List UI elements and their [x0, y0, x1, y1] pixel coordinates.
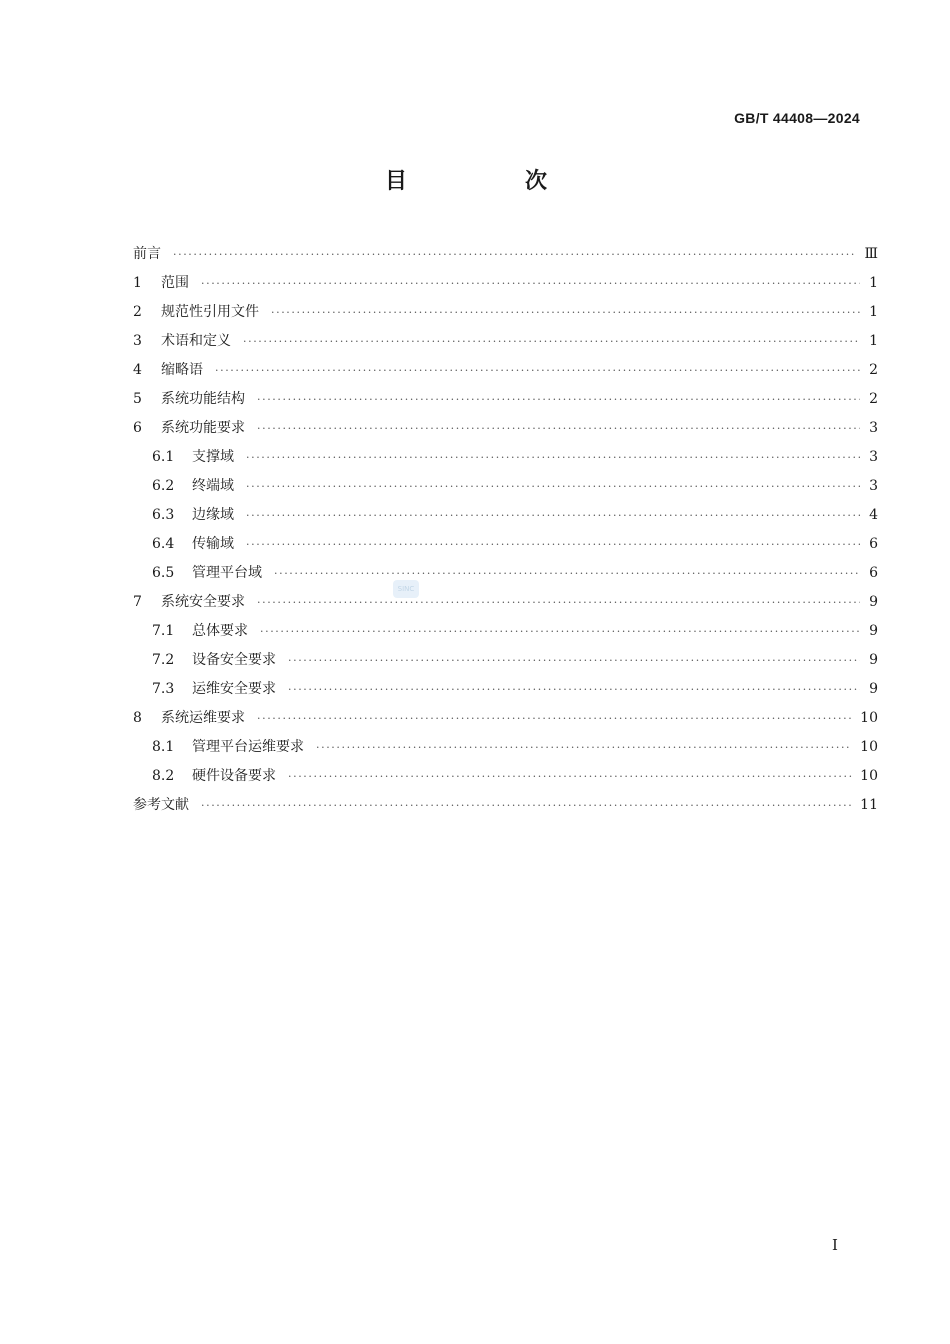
toc-entry-page: 10: [860, 710, 878, 726]
toc-entry-label: 管理平台域: [192, 565, 262, 581]
toc-entry-page: 3: [869, 449, 878, 465]
toc-entry-number: 3: [133, 333, 142, 349]
toc-entry-page: 2: [869, 391, 878, 407]
toc-entry-page: 1: [869, 304, 878, 320]
toc-entry-label: 规范性引用文件: [161, 304, 259, 320]
toc-entry[interactable]: [133, 617, 878, 646]
toc-entry[interactable]: [133, 298, 878, 327]
toc-entry[interactable]: [133, 240, 878, 269]
toc-entry[interactable]: [133, 646, 878, 675]
toc-entry-number: 6.4: [152, 536, 175, 552]
toc-entry-page: 9: [869, 623, 878, 639]
toc-leader-dots: [246, 472, 860, 501]
toc-entry-number: 7.1: [152, 623, 175, 639]
toc-entry-page: 10: [860, 739, 878, 755]
toc-entry-page: 3: [869, 420, 878, 436]
toc-entry-label: 系统功能结构: [161, 391, 245, 407]
toc-entry-label: 前言: [133, 246, 161, 262]
toc-entry-label: 参考文献: [133, 797, 189, 813]
toc-entry-label: 管理平台运维要求: [192, 739, 304, 755]
toc-leader-dots: [257, 704, 852, 733]
toc-leader-dots: [316, 733, 852, 762]
toc-entry-number: 7.2: [152, 652, 175, 668]
toc-entry[interactable]: [133, 385, 878, 414]
toc-entry-number: 6: [133, 420, 142, 436]
toc-entry-number: 1: [133, 275, 142, 291]
toc-entry-label: 系统安全要求: [161, 594, 245, 610]
toc-entry-number: 8.2: [152, 768, 175, 784]
toc-entry[interactable]: [133, 269, 878, 298]
toc-entry-number: 7: [133, 594, 142, 610]
table-of-contents: [133, 240, 878, 820]
toc-entry-label: 边缘域: [192, 507, 234, 523]
toc-leader-dots: [257, 588, 860, 617]
toc-entry[interactable]: [133, 791, 878, 820]
toc-entry-page: 11: [860, 797, 878, 813]
toc-leader-dots: [288, 675, 860, 704]
toc-entry-label: 系统运维要求: [161, 710, 245, 726]
toc-entry-page: 2: [869, 362, 878, 378]
toc-entry[interactable]: [133, 501, 878, 530]
toc-entry-number: 5: [133, 391, 142, 407]
toc-leader-dots: [288, 762, 852, 791]
toc-entry-label: 传输域: [192, 536, 234, 552]
toc-leader-dots: [246, 443, 860, 472]
toc-entry-label: 设备安全要求: [192, 652, 276, 668]
toc-entry-number: 6.5: [152, 565, 175, 581]
standard-number: GB/T 44408—2024: [734, 110, 860, 126]
toc-entry-label: 终端域: [192, 478, 234, 494]
toc-entry-label: 总体要求: [192, 623, 248, 639]
toc-leader-dots: [288, 646, 860, 675]
toc-entry[interactable]: [133, 443, 878, 472]
toc-entry-label: 范围: [161, 275, 189, 291]
footer-page-number: Ⅰ: [832, 1236, 838, 1254]
toc-entry-label: 运维安全要求: [192, 681, 276, 697]
toc-leader-dots: [246, 530, 860, 559]
toc-entry-page: 6: [869, 536, 878, 552]
toc-entry[interactable]: [133, 704, 878, 733]
toc-entry[interactable]: [133, 472, 878, 501]
toc-entry[interactable]: [133, 327, 878, 356]
toc-leader-dots: [260, 617, 860, 646]
toc-leader-dots: [215, 356, 860, 385]
toc-leader-dots: [257, 385, 860, 414]
toc-entry[interactable]: [133, 530, 878, 559]
toc-entry[interactable]: [133, 762, 878, 791]
toc-entry-page: 1: [869, 333, 878, 349]
toc-entry-page: Ⅲ: [864, 246, 878, 262]
toc-leader-dots: [243, 327, 860, 356]
toc-entry-number: 6.2: [152, 478, 175, 494]
toc-entry-page: 9: [869, 652, 878, 668]
toc-entry-label: 支撑域: [192, 449, 234, 465]
toc-leader-dots: [271, 298, 860, 327]
toc-entry-number: 6.3: [152, 507, 175, 523]
toc-entry-page: 4: [869, 507, 878, 523]
toc-entry-page: 3: [869, 478, 878, 494]
toc-leader-dots: [201, 791, 852, 820]
toc-entry-page: 9: [869, 594, 878, 610]
toc-entry-page: 9: [869, 681, 878, 697]
toc-leader-dots: [257, 414, 860, 443]
toc-entry-page: 1: [869, 275, 878, 291]
toc-entry-number: 2: [133, 304, 142, 320]
toc-leader-dots: [173, 240, 856, 269]
toc-entry-number: 4: [133, 362, 142, 378]
toc-entry-number: 8: [133, 710, 142, 726]
toc-entry[interactable]: [133, 675, 878, 704]
toc-entry-number: 8.1: [152, 739, 175, 755]
toc-entry-page: 6: [869, 565, 878, 581]
toc-entry[interactable]: [133, 559, 878, 588]
toc-entry[interactable]: [133, 733, 878, 762]
toc-entry[interactable]: [133, 588, 878, 617]
toc-entry-label: 术语和定义: [161, 333, 231, 349]
watermark-logo: SINC: [393, 580, 419, 598]
toc-entry-number: 6.1: [152, 449, 175, 465]
toc-leader-dots: [246, 501, 860, 530]
toc-entry-label: 缩略语: [161, 362, 203, 378]
toc-leader-dots: [201, 269, 860, 298]
toc-entry-page: 10: [860, 768, 878, 784]
page-title: 目 次: [384, 169, 595, 194]
toc-leader-dots: [274, 559, 860, 588]
toc-entry-label: 硬件设备要求: [192, 768, 276, 784]
toc-entry-number: 7.3: [152, 681, 175, 697]
toc-entry[interactable]: [133, 356, 878, 385]
toc-entry-label: 系统功能要求: [161, 420, 245, 436]
toc-entry[interactable]: [133, 414, 878, 443]
